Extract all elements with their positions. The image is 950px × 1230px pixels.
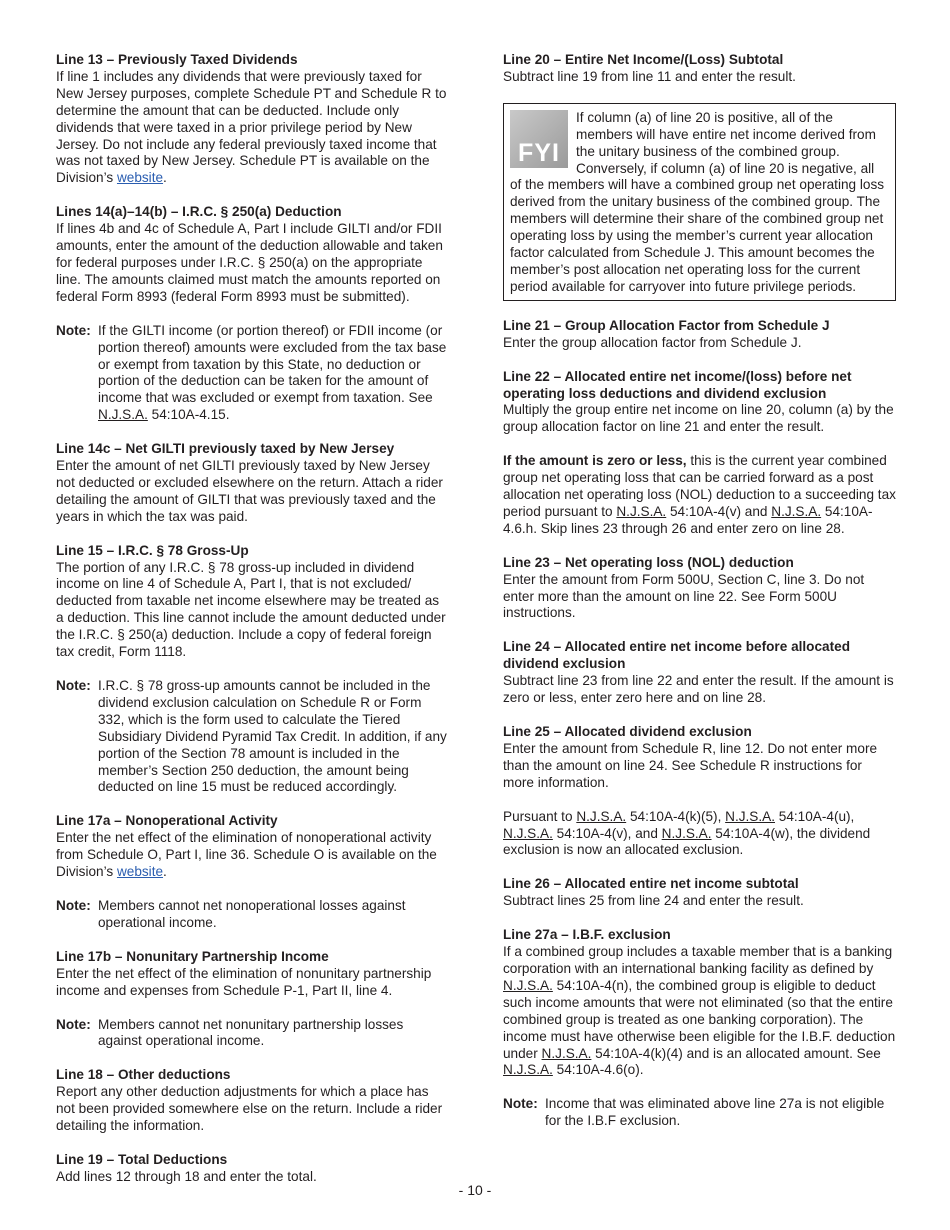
statute-reference: N.J.S.A. — [541, 1045, 592, 1061]
section-heading: Line 13 – Previously Taxed Dividends — [56, 52, 298, 67]
section-line-19 — [56, 1152, 448, 1186]
note-line-17a — [56, 898, 448, 932]
section-body: Enter the net effect of the elimination of nonunitary partnership income and expenses from Schedule P-1, Part II, line 4. — [56, 965, 432, 998]
emphasis-text: If the amount is zero or less, — [503, 453, 687, 469]
section-heading: Lines 14(a)–14(b) – I.R.C. § 250(a) Deduction — [56, 204, 342, 220]
section-body: Subtract lines 25 from line 24 and enter the result. — [503, 893, 804, 909]
pursuant-paragraph: Pursuant to N.J.S.A. 54:10A-4(k)(5), N.J.S.A. 54:10A-4(u), N.J.S.A. 54:10A-4(v), and N.J.S.A. 54:10A-4(w), the dividend exclusion is now an allocated exclusion. — [503, 808, 871, 858]
section-line-17b — [56, 949, 448, 1000]
section-line-21 — [503, 318, 896, 352]
section-heading: Line 24 – Allocated entire net income before allocated dividend exclusion — [503, 639, 850, 672]
statute-reference: N.J.S.A. — [503, 825, 553, 841]
statute-reference: N.J.S.A. — [503, 1062, 553, 1078]
section-line-18 — [56, 1067, 448, 1135]
section-line-15 — [56, 543, 448, 661]
section-body: If a combined group includes a taxable member that is a banking corporation with an international banking facility as defined by N.J.S.A. 54:10A-4(n), the combined group is eligible to deduct such income amounts that were not eliminated (so that the entire combined group is treated as one banking corporation). The income must have otherwise been eligible for the I.B.F. deduction under N.J.S.A. 54:10A-4(k)(4) and is an allocated amount. See N.J.S.A. 54:10A-4.6(o). — [503, 944, 896, 1078]
page-number: - 10 - — [458, 1182, 492, 1198]
section-heading: Line 26 – Allocated entire net income subtotal — [503, 876, 799, 892]
note-line-17b — [56, 1017, 448, 1051]
section-heading: Line 17b – Nonunitary Partnership Income — [56, 948, 329, 964]
note-label: Note: — [56, 678, 91, 693]
section-body: If lines 4b and 4c of Schedule A, Part I include GILTI and/or FDII amounts, enter the amount of the deduction allowable and taken for federal purposes under I.R.C. § 250(a) on the appropriate line. The amounts claimed must match the amounts reported on federal Form 8993 (federal Form 8993 must be submitted). — [56, 221, 443, 304]
section-line-27a — [503, 927, 896, 1079]
note-text: Members cannot net nonunitary partnership losses against operational income. — [98, 1016, 404, 1049]
section-heading: Line 27a – I.B.F. exclusion — [503, 927, 671, 943]
section-body: Enter the group allocation factor from Schedule J. — [503, 334, 802, 350]
section-body: The portion of any I.R.C. § 78 gross-up included in dividend income on line 4 of Schedule A, Part I, that is not excluded/ deducted from taxable net income elsewhere may be treated as a deduction. This line cannot include the amount deducted under the I.R.C. § 250(a) deduction. Include a copy of federal foreign tax credit, Form 1118. — [56, 559, 446, 660]
section-body: Enter the net effect of the elimination of nonoperational activity from Schedule O, Part I, line 36. Schedule O is available on the Division’s website. — [56, 830, 437, 880]
zero-or-less-paragraph: If the amount is zero or less, this is the current year combined group net operating loss that can be carried forward as a post allocation net operating loss (NOL) deduction to a succeeding tax period pursuant to N.J.S.A. 54:10A-4(v) and N.J.S.A. 54:10A-4.6.h. Skip lines 23 through 26 and enter zero on line 28. — [503, 453, 896, 536]
section-body: Subtract line 23 from line 22 and enter the result. If the amount is zero or less, enter zero here and on line 28. — [503, 673, 894, 706]
section-line-14c — [56, 441, 448, 526]
section-line-17a — [56, 813, 448, 881]
right-column — [503, 52, 896, 1147]
statute-reference: N.J.S.A. — [98, 407, 148, 423]
statute-reference: N.J.S.A. — [771, 503, 822, 519]
statute-reference: N.J.S.A. — [503, 977, 553, 993]
note-text: Members cannot net nonoperational losses against operational income. — [98, 897, 406, 930]
section-heading: Line 22 – Allocated entire net income/(loss) before net operating loss deductions and dividend exclusion — [503, 368, 852, 401]
note-label: Note: — [56, 322, 91, 338]
statute-reference: N.J.S.A. — [616, 503, 667, 519]
fyi-text: If column (a) of line 20 is positive, all of the members will have entire net income derived from the unitary business of the combined group. Conversely, if column (a) of line 20 is negative, all of the members will have a combined group net operating loss derived from the unitary business of the combined group. The members will determine their share of the combined group net operating loss by using the member’s current year allocation factor calculated from Schedule J. This amount becomes the member’s post allocation net operating loss for the current period available for carryover into future privilege periods. — [510, 109, 885, 294]
note-text: If the GILTI income (or portion thereof) or FDII income (or portion thereof) amounts were excluded from the tax base or exempt from taxation by this State, no deduction or portion of the deduction can be taken for the amount of income that was excluded or exempt from taxation. See N.J.S.A. 54:10A-4.15. — [98, 322, 447, 423]
website-link[interactable]: website — [116, 170, 164, 186]
section-heading: Line 20 – Entire Net Income/(Loss) Subtotal — [503, 52, 784, 67]
section-line-14 — [56, 204, 448, 305]
section-body: If line 1 includes any dividends that were previously taxed for New Jersey purposes, complete Schedule PT and Schedule R to determine the amount that can be deducted. Include only dividends that were taxed in a prior privilege period by New Jersey. Do not include any federal previously taxed income that was not taxed by New Jersey. Schedule PT is available on the Division’s website. — [56, 68, 447, 186]
statute-reference: N.J.S.A. — [661, 825, 712, 841]
section-body: Add lines 12 through 18 and enter the total. — [56, 1168, 317, 1184]
section-body: Enter the amount from Schedule R, line 12. Do not enter more than the amount on line 24. See Schedule R instructions for more information. — [503, 740, 878, 790]
statute-reference: N.J.S.A. — [725, 808, 775, 824]
note-label: Note: — [503, 1096, 538, 1112]
section-line-24 — [503, 639, 896, 707]
note-text: Income that was eliminated above line 27a is not eligible for the I.B.F exclusion. — [545, 1096, 885, 1129]
section-body: Report any other deduction adjustments for which a place has not been provided somewhere else on the return. Include a rider detailing the information. — [56, 1084, 443, 1134]
section-line-25 — [503, 724, 896, 792]
statute-reference: N.J.S.A. — [576, 808, 627, 824]
section-line-26 — [503, 876, 896, 910]
website-link[interactable]: website — [116, 864, 164, 880]
section-line-20 — [503, 52, 896, 86]
fyi-callout — [503, 103, 896, 301]
fyi-icon: FYI — [510, 110, 568, 168]
section-heading: Line 21 – Group Allocation Factor from Schedule J — [503, 317, 830, 333]
section-heading: Line 18 – Other deductions — [56, 1067, 231, 1083]
note-label: Note: — [56, 897, 91, 913]
section-heading: Line 17a – Nonoperational Activity — [56, 813, 278, 829]
section-line-23 — [503, 555, 896, 623]
note-text: I.R.C. § 78 gross-up amounts cannot be included in the dividend exclusion calculation on Schedule R or Form 332, which is the form used to calculate the Tiered Subsidiary Dividend Pyramid Tax Credit. In addition, if any portion of the Section 78 amount is included in the member’s Section 250 deduction, the amount being deducted on line 15 must be reduced accordingly. — [98, 678, 447, 795]
note-label: Note: — [56, 1016, 91, 1032]
section-body: Subtract line 19 from line 11 and enter the result. — [503, 68, 796, 84]
note-line-14 — [56, 323, 448, 424]
section-line-22 — [503, 369, 896, 437]
section-heading: Line 23 – Net operating loss (NOL) deduction — [503, 554, 794, 570]
section-body: Enter the amount from Form 500U, Section C, line 3. Do not enter more than the amount on line 22. See Form 500U instructions. — [503, 571, 865, 621]
note-line-15 — [56, 678, 448, 796]
section-body: Multiply the group entire net income on line 20, column (a) by the group allocation factor on line 21 and enter the result. — [503, 402, 894, 435]
section-heading: Line 19 – Total Deductions — [56, 1151, 228, 1167]
section-heading: Line 15 – I.R.C. § 78 Gross-Up — [56, 542, 249, 558]
section-heading: Line 25 – Allocated dividend exclusion — [503, 724, 752, 739]
section-body: Enter the amount of net GILTI previously taxed by New Jersey not deducted or excluded elsewhere on the return. Attach a rider detailing the amount of GILTI that was previously taxed and the years in which the tax was paid. — [56, 458, 443, 524]
note-line-27a — [503, 1096, 896, 1130]
section-heading: Line 14c – Net GILTI previously taxed by New Jersey — [56, 441, 395, 457]
left-column — [56, 52, 448, 1203]
section-line-13 — [56, 52, 448, 187]
